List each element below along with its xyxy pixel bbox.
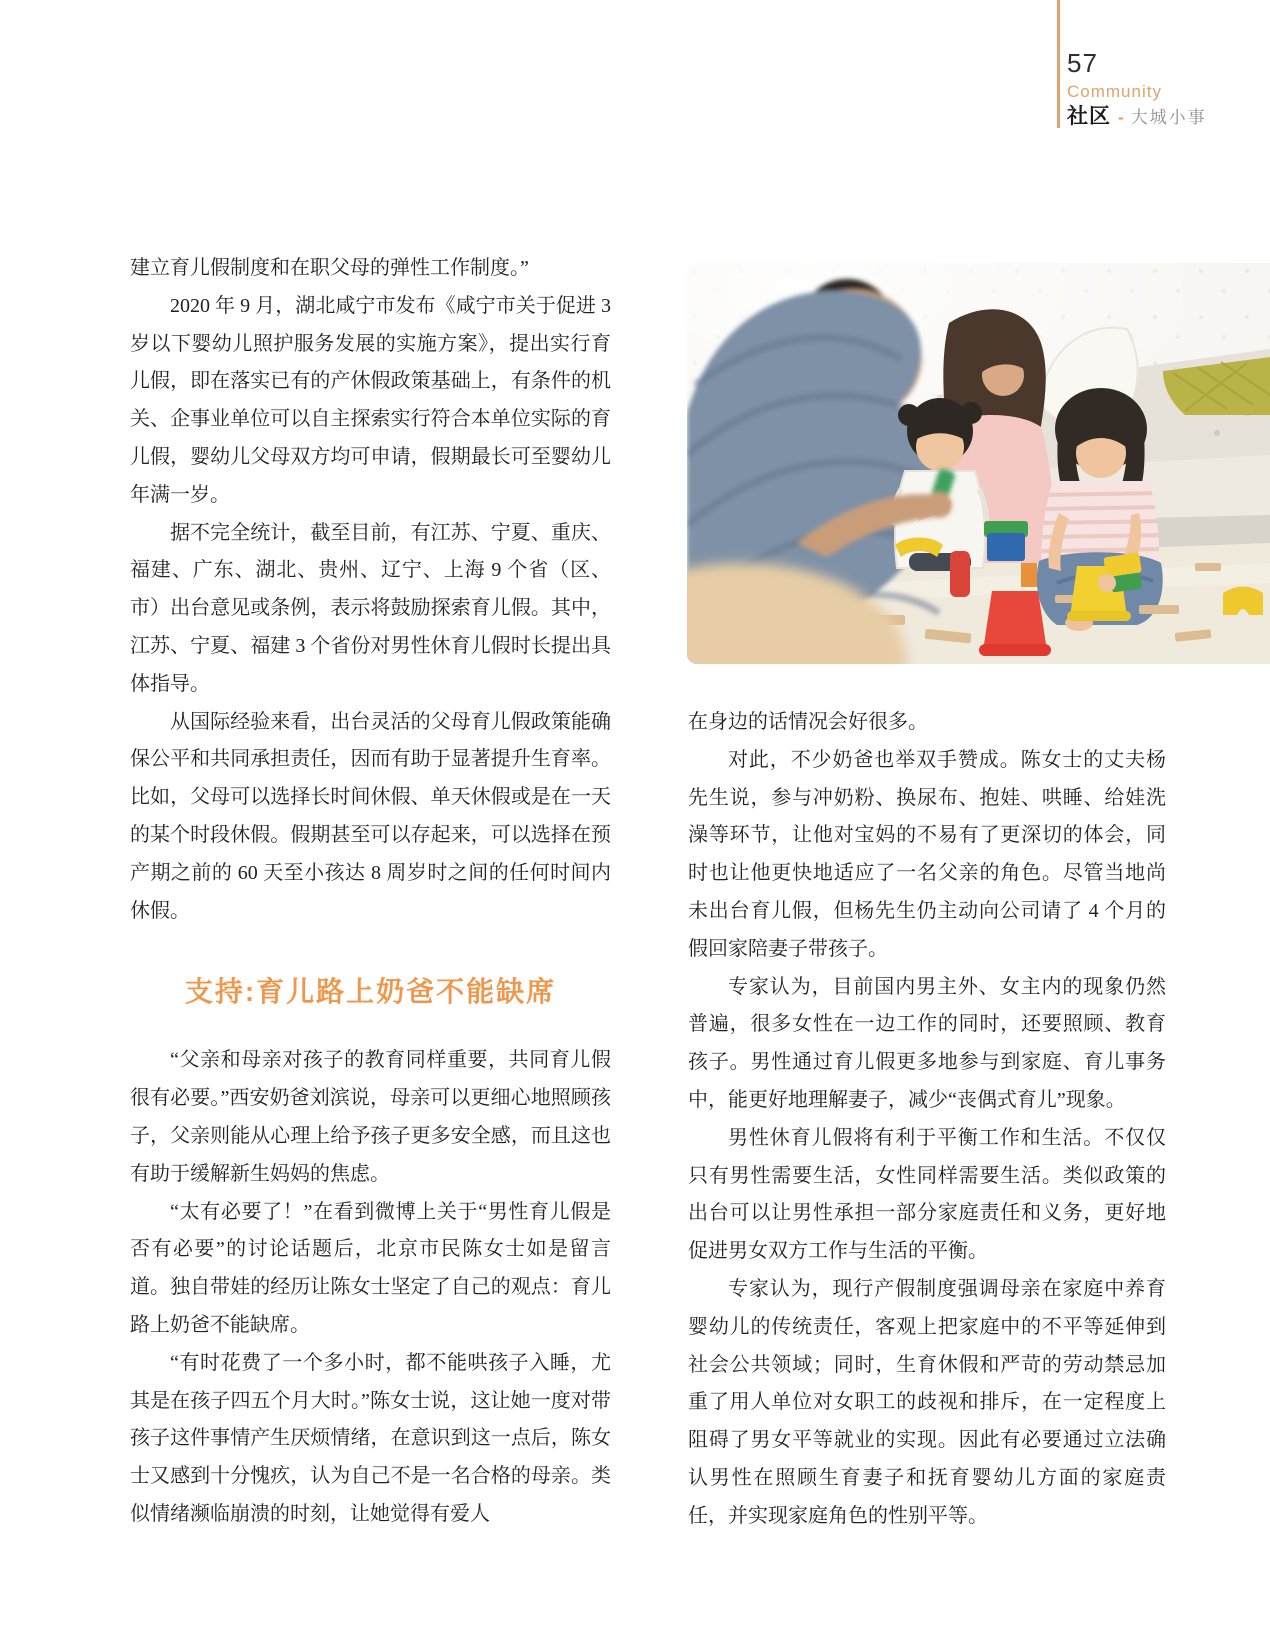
corner-header-text [1067,50,1207,127]
section-separator: - [1118,108,1124,127]
paragraph: 专家认为，目前国内男主外、女主内的现象仍然普遍，很多女性在一边工作的同时，还要照顾、教育孩子。男性通过育儿假更多地参与到家庭、育儿事务中，能更好地理解妻子，减少“丧偶式育儿”现象。 [688,975,1166,1111]
paragraph: 在身边的话情况会好很多。 [688,711,928,733]
left-column-part-1 [130,250,611,930]
section-name-zh: 社区 [1067,105,1111,128]
right-column-body [688,704,1166,1536]
subsection-name: 大城小事 [1130,108,1207,127]
paragraph: 据不完全统计，截至目前，有江苏、宁夏、重庆、福建、广东、湖北、贵州、辽宁、上海 9 个省（区、市）出台意见或条例，表示将鼓励探索育儿假。其中，江苏、宁夏、福建 3 个省份对男性休育儿假时长提出具体指导。 [130,521,611,695]
section-heading: 支持:育儿路上奶爸不能缺席 [184,976,557,1008]
section-name-en: Community [1067,82,1162,101]
right-column [688,704,1166,1536]
family-photo [687,263,1270,664]
paragraph: 2020 年 9 月，湖北咸宁市发布《咸宁市关于促进 3 岁以下婴幼儿照护服务发展的实施方案》，提出实行育儿假，即在落实已有的产休假政策基础上，有条件的机关、企事业单位可以自主探索实行符合本单位实际的育儿假，婴幼儿父母双方均可申请，假期最长可至婴幼儿年满一岁。 [130,294,611,506]
section-name-row [1067,106,1207,127]
family-photo-illustration [687,263,1270,664]
corner-header [1057,0,1270,140]
left-column-part-2 [130,1042,611,1533]
page-number: 57 [1067,48,1098,78]
paragraph: 男性休育儿假将有利于平衡工作和生活。不仅仅只有男性需要生活，女性同样需要生活。类似政策的出台可以让男性承担一部分家庭责任和义务，更好地促进男女双方工作与生活的平衡。 [688,1126,1166,1263]
left-column [130,250,611,1534]
paragraph: “有时花费了一个多小时，都不能哄孩子入睡，尤其是在孩子四五个月大时。”陈女士说，这让她一度对带孩子这件事情产生厌烦情绪，在意识到这一点后，陈女士又感到十分愧疚，认为自己不是一名合格的母亲。类似情绪濒临崩溃的时刻，让她觉得有爱人 [130,1351,611,1525]
accent-rule [1057,0,1060,128]
paragraph: 专家认为，现行产假制度强调母亲在家庭中养育婴幼儿的传统责任，客观上把家庭中的不平等延伸到社会公共领域；同时，生育休假和严苛的劳动禁忌加重了用人单位对女职工的歧视和排斥，在一定程度上阻碍了男女平等就业的实现。因此有必要通过立法确认男性在照顾生育妻子和抚育婴幼儿方面的家庭责任，并实现家庭角色的性别平等。 [688,1277,1166,1527]
paragraph: “太有必要了！”在看到微博上关于“男性育儿假是否有必要”的讨论话题后，北京市民陈女士如是留言道。独自带娃的经历让陈女士坚定了自己的观点：育儿路上奶爸不能缺席。 [130,1200,611,1336]
paragraph: 对此，不少奶爸也举双手赞成。陈女士的丈夫杨先生说，参与冲奶粉、换尿布、抱娃、哄睡、给娃洗澡等环节，让他对宝妈的不易有了更深切的体会，同时也让他更快地适应了一名父亲的角色。尽管当地尚未出台育儿假，但杨先生仍主动向公司请了 4 个月的假回家陪妻子带孩子。 [688,748,1166,960]
paragraph: “父亲和母亲对孩子的教育同样重要，共同育儿假很有必要。”西安奶爸刘滨说，母亲可以更细心地照顾孩子，父亲则能从心理上给予孩子更多安全感，而且这也有助于缓解新生妈妈的焦虑。 [130,1049,611,1185]
paragraph: 建立育儿假制度和在职父母的弹性工作制度。” [130,257,529,279]
paragraph: 从国际经验来看，出台灵活的父母育儿假政策能确保公平和共同承担责任，因而有助于显著提升生育率。比如，父母可以选择长时间休假、单天休假或是在一天的某个时段休假。假期甚至可以存起来，可以选择在预产期之前的 60 天至小孩达 8 周岁时之间的任何时间内休假。 [130,710,611,922]
